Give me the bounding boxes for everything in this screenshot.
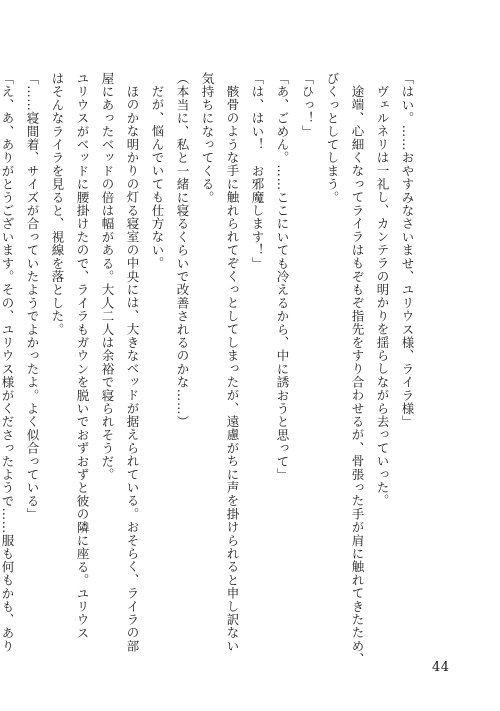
text-line: びくっとしてしまう。 [325,72,340,204]
text-line: はそんなライラを見ると、視線を落とした。 [50,72,65,336]
text-line: ほのかな明かりの灯る寝室の中央には、大きなベッドが据えられている。おそらく、ライラの部 [125,84,140,653]
text-line: ユリウスがベッドに腰掛けたので、ライラもガウンを脱いでおずおずと彼の隣に座る。ユリウス [75,72,90,640]
text-line: 「え、あ、ありがとうございます。その、ユリウス様がくださったようで……服も何もかも、あり [0,72,15,653]
text-line: 「は、はい！ お邪魔します！」 [250,72,265,270]
text-line: 「はい。……おやすみなさいませ、ユリウス様、ライラ様」 [400,72,415,429]
text-line: ヴェルネリは一礼し、カンテラの明かりを揺らしながら去っていった。 [375,84,390,507]
text-line: 屋にあったベッドの倍は幅がある。大人二人は余裕で寝られそうだ。 [100,72,115,482]
text-line: 「……寝間着、サイズが合っていたようでよかったよ。よく似合っている」 [25,72,40,521]
text-line: だが、悩んでいても仕方ない。 [150,84,165,270]
text-line: （本当に、私と一緒に寝るくらいで改善されるのかな……） [175,72,190,429]
text-line: 骸骨のような手に触れられてぞくっとしてしまったが、遠慮がちに声を掛けられると申し訳ない [225,84,240,653]
vertical-text-block [0,72,420,666]
text-line: 「あ、ごめん。……ここにいても冷えるから、中に誘おうと思って」 [275,72,290,482]
text-line: 気持ちになってくる。 [200,72,215,204]
page-number: 44 [432,660,450,675]
text-line: 「ひっ！」 [300,72,315,138]
text-line: 途端、心細くなってライラはもぞもぞ指先をすり合わせるが、骨張った手が肩に触れてきたため、 [350,84,365,666]
